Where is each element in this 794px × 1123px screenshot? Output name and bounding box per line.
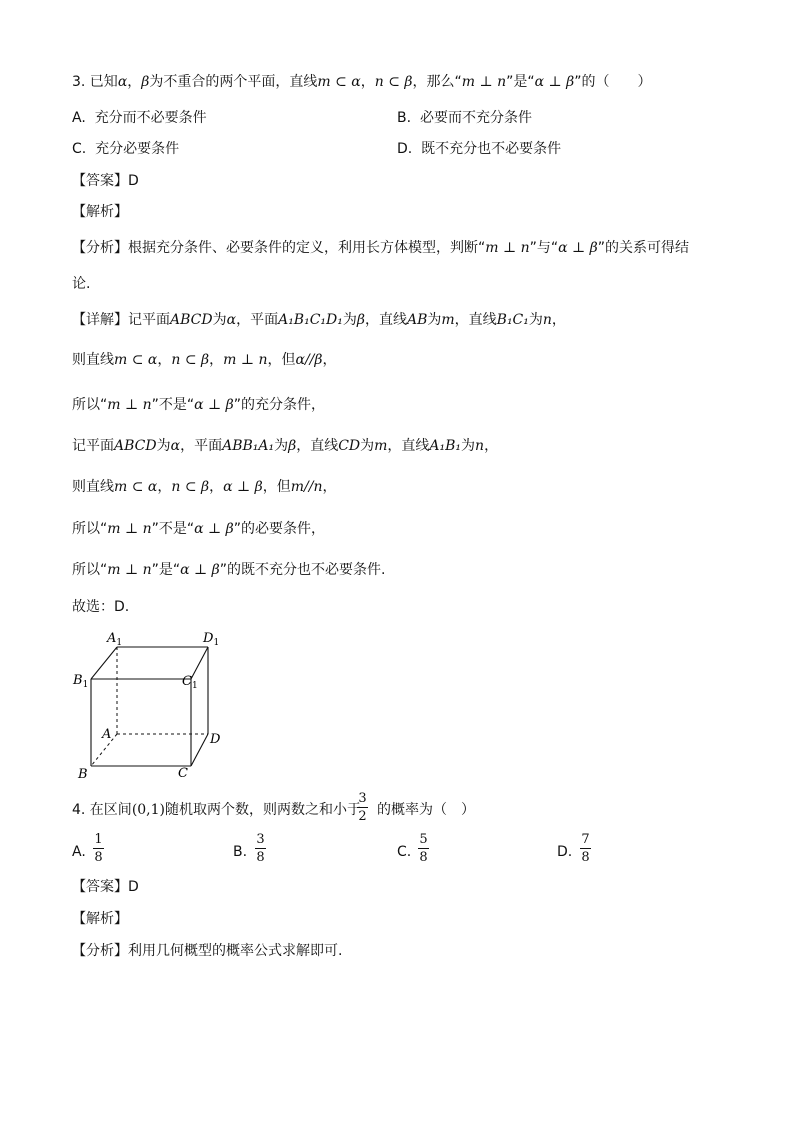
q3-stem: 3. 已知α，β为不重合的两个平面，直线m ⊂ α，n ⊂ β，那么“m ⊥ n”是“α ⊥ β”的（ ） xyxy=(72,74,652,90)
q3-fenxi-cont: 论. xyxy=(72,276,91,292)
q4-option-c-fraction: 5 8 xyxy=(419,832,428,865)
q4-stem-fraction: 3 2 xyxy=(358,791,367,824)
edge-b1a1 xyxy=(91,647,117,679)
q3-fenxi: 【分析】根据充分条件、必要条件的定义，利用长方体模型，判断“m ⊥ n”与“α ⊥ β”的关系可得结 xyxy=(72,240,690,256)
edge-c1d1 xyxy=(191,647,208,679)
q3-detail-line-2: 则直线m ⊂ α，n ⊂ β，m ⊥ n，但α//β， xyxy=(72,352,337,368)
q4-fenxi: 【分析】利用几何概型的概率公式求解即可. xyxy=(72,943,343,959)
q4-option-d-label: D. xyxy=(557,844,573,860)
q3-guxuan: 故选：D. xyxy=(72,599,130,615)
label-d1: $D_1$ xyxy=(203,631,220,648)
cuboid-figure xyxy=(72,628,232,784)
q3-option-c: C. 充分必要条件 xyxy=(72,141,180,157)
label-b1: $B_1$ xyxy=(73,673,89,690)
q4-option-b-label: B. xyxy=(233,844,248,860)
q3-detail-line-4: 记平面ABCD为α，平面ABB₁A₁为β，直线CD为m，直线A₁B₁为n， xyxy=(72,438,499,454)
label-d: D xyxy=(210,732,221,747)
q3-detail-line-1: 【详解】记平面ABCD为α，平面A₁B₁C₁D₁为β，直线AB为m，直线B₁C₁为n， xyxy=(72,312,566,328)
edge-dc xyxy=(191,734,208,766)
q4-answer: 【答案】D xyxy=(72,879,139,895)
q3-option-d: D. 既不充分也不必要条件 xyxy=(397,141,562,157)
q3-detail-line-3: 所以“m ⊥ n”不是“α ⊥ β”的充分条件， xyxy=(72,397,326,413)
q3-detail-line-5: 则直线m ⊂ α，n ⊂ β，α ⊥ β，但m//n， xyxy=(72,479,337,495)
q4-option-a-label: A. xyxy=(72,844,86,860)
label-a1: $A_1$ xyxy=(107,631,123,648)
q3-option-b: B. 必要而不充分条件 xyxy=(397,110,532,126)
label-a: A xyxy=(102,727,112,742)
q3-analysis-heading: 【解析】 xyxy=(72,204,128,220)
q4-option-c-label: C. xyxy=(397,844,412,860)
q4-option-a-fraction: 1 8 xyxy=(94,832,103,865)
q4-option-b-fraction: 3 8 xyxy=(256,832,265,865)
label-b: B xyxy=(78,767,88,782)
q4-analysis-heading: 【解析】 xyxy=(72,911,128,927)
q4-stem: 4. 在区间(0,1)随机取两个数，则两数之和小于 的概率为（ ） xyxy=(72,802,476,818)
q4-option-d-fraction: 7 8 xyxy=(581,832,590,865)
q3-detail-line-7: 所以“m ⊥ n”是“α ⊥ β”的既不充分也不必要条件. xyxy=(72,562,386,578)
q3-option-a: A. 充分而不必要条件 xyxy=(72,110,207,126)
q3-answer: 【答案】D xyxy=(72,173,139,189)
label-c: C xyxy=(178,766,188,781)
q3-detail-line-6: 所以“m ⊥ n”不是“α ⊥ β”的必要条件， xyxy=(72,521,326,537)
label-c1: $C_1$ xyxy=(182,674,198,691)
